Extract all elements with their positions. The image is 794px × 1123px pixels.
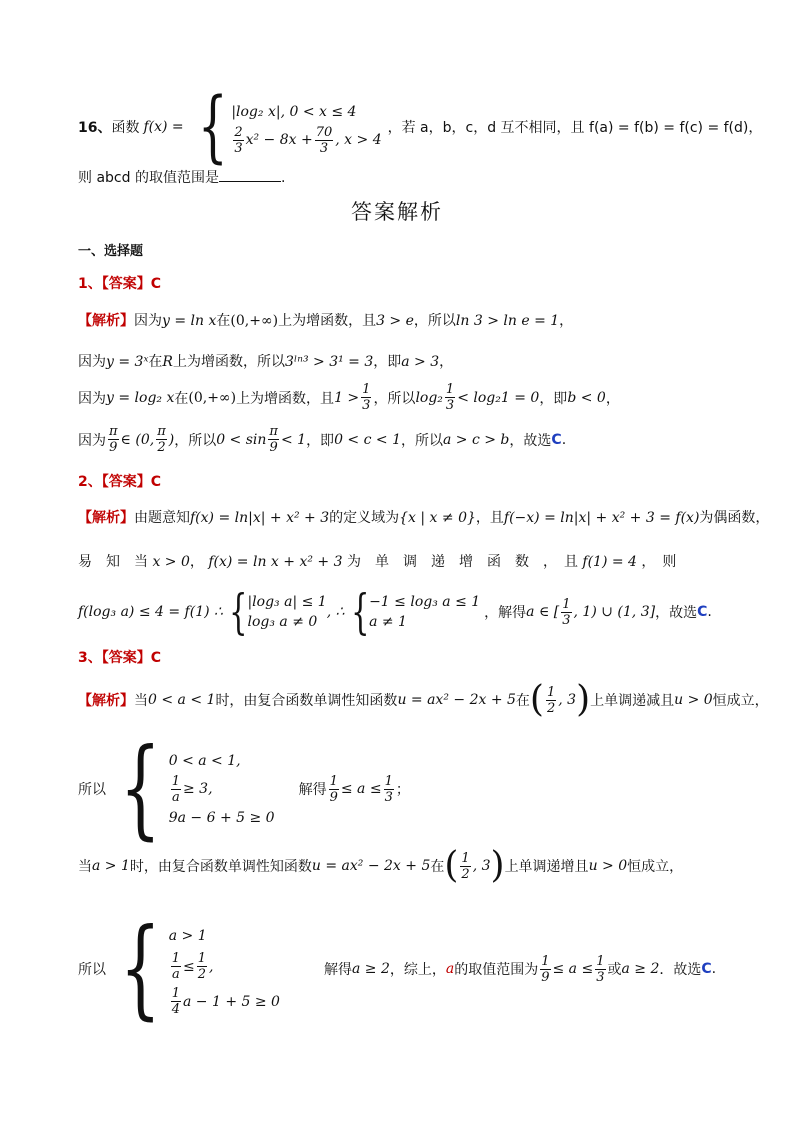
problem-16-question: 则 abcd 的取值范围是 . (78, 167, 734, 187)
fraction-1-2: $\frac{1}{2}$ (197, 951, 207, 982)
left-brace: { (350, 584, 369, 640)
case-1: |log₂ x|, 0 < x ≤ 4 (231, 103, 357, 120)
page-title: 答案解析 (351, 200, 443, 224)
piecewise-function (188, 82, 382, 172)
fraction-70-3: $\frac{70}{3}$ (315, 124, 333, 156)
left-brace: { (119, 906, 161, 1031)
fraction-1-3: $\frac{1}{3}$ (384, 773, 393, 805)
q1-line-4: 因为 $\frac{\pi}{9}$ ∈ (0, $\frac{\pi}{2}$ ) ，所以 0 < sin $\frac{\pi}{9}$ < 1 ，即 0 < c < 1 ，所以 a > c > b ，故选 C . (78, 424, 567, 455)
q3-system-1: 所以 { 0 < a < 1, $\frac{1}{a}$ ≥ 3, 9a − 6 + 5 ≥ 0 解得 $\frac{1}{9}$ ≤ a ≤ $\frac{1}{3}$ ； (78, 726, 410, 851)
fraction-1-a: $\frac{1}{a}$ (171, 951, 180, 982)
answer-1: 1、【答案】C (78, 276, 162, 292)
fraction-1-3: $\frac{1}{3}$ (362, 382, 371, 413)
q2-line-3: f(log₃ a) ≤ 4 = f(1) ∴ { |log₃ a| ≤ 1 log₃ a ≠ 0 , ∴ { −1 ≤ log₃ a ≤ 1 a ≠ 1 ，解得 a ∈ [ $\frac{1}{3}$ , 1) ∪ (1, 3] ，故选 C . (78, 584, 712, 640)
q1-line-2: 因为y = 3ˣ在R上为增函数，所以3ˡⁿ³ > 3¹ = 3，即a > 3， (78, 354, 454, 370)
q2-line-1: 【解析】由题意知f(x) = ln|x| + x² + 3的定义域为{x | x ≠ 0}，且f(−x) = ln|x| + x² + 3 = f(x)为偶函数， (78, 510, 770, 526)
fraction-1-a: $\frac{1}{a}$ (171, 773, 180, 805)
section-title: 一、选择题 (78, 244, 144, 259)
case-2: $\frac{2}{3}$ x² − 8x + $\frac{70}{3}$ , x > 4 (234, 124, 382, 156)
left-brace: { (197, 82, 228, 172)
answer-2: 2、【答案】C (78, 474, 162, 490)
fraction-1-4: $\frac{1}{4}$ (171, 986, 180, 1017)
system-1: { |log₃ a| ≤ 1 log₃ a ≠ 0 (229, 584, 327, 640)
function-name: f(x) = (143, 119, 184, 135)
problem-number: 16、 (78, 120, 112, 136)
fraction-1-3: $\frac{1}{3}$ (445, 382, 455, 413)
piecewise-rows (231, 99, 381, 156)
fraction-1-2: $\frac{1}{2}$ (546, 684, 556, 716)
fraction-1-3: $\frac{1}{3}$ (596, 953, 605, 985)
fraction-pi-9: $\frac{\pi}{9}$ (269, 424, 278, 455)
fraction-pi-2: $\frac{\pi}{2}$ (157, 424, 166, 455)
answer-3: 3、【答案】C (78, 650, 162, 666)
q3-line-1: 【解析】 当 0 < a < 1 时，由复合函数单调性知函数 u = ax² − 2x + 5 在 ( $\frac{1}{2}$ , 3 ) 上单调递减且 u > 0 恒成立， (78, 679, 769, 720)
system-2: { −1 ≤ log₃ a ≤ 1 a ≠ 1 (350, 584, 481, 640)
fraction-pi-9: $\frac{\pi}{9}$ (109, 424, 118, 455)
fraction-1-2: $\frac{1}{2}$ (461, 850, 470, 882)
left-brace: { (229, 584, 248, 640)
q3-system-2: 所以 { a > 1 $\frac{1}{a}$ ≤ $\frac{1}{2}$ , $\frac{1}{4}$ a − 1 + 5 ≥ 0 解得 a ≥ 2 ，综上， a 的取值范围为 $\frac{1}{9}$ ≤ a ≤ $\frac{1}{3}$ 或 a ≥ 2 ．故选 C . (78, 906, 717, 1031)
fraction-1-3: $\frac{1}{3}$ (562, 596, 571, 628)
fraction-1-9: $\frac{1}{9}$ (541, 953, 550, 985)
fraction-2-3: $\frac{2}{3}$ (234, 124, 243, 156)
problem-intro: 函数 (111, 120, 140, 136)
q1-line-3: 因为 y = log₂ x 在 (0,+∞) 上为增函数，且 1 > $\frac{1}{3}$ ，所以 log₂ $\frac{1}{3}$ < log₂1 = 0 ，即 b < 0 ， (78, 382, 620, 413)
left-brace: { (119, 726, 161, 851)
fraction-1-9: $\frac{1}{9}$ (329, 773, 338, 805)
q3-line-2: 当 a > 1 时，由复合函数单调性知函数 u = ax² − 2x + 5 在 ( $\frac{1}{2}$ , 3 ) 上单调递增且 u > 0 恒成立， (78, 845, 684, 886)
problem-16 (78, 82, 763, 172)
problem-condition: ，若 a，b，c，d 互不相同，且 f(a) = f(b) = f(c) = f(d)， (387, 120, 763, 136)
q1-line-1: 【解析】因为y = ln x在(0,+∞)上为增函数，且3 > e，所以ln 3 > ln e = 1， (78, 313, 574, 329)
answer-blank (219, 167, 281, 182)
q2-line-2: 易 知 当 x > 0， f(x) = ln x + x² + 3 为 单 调 递 增 函 数 ， 且 f(1) = 4 ， 则 (78, 554, 677, 570)
